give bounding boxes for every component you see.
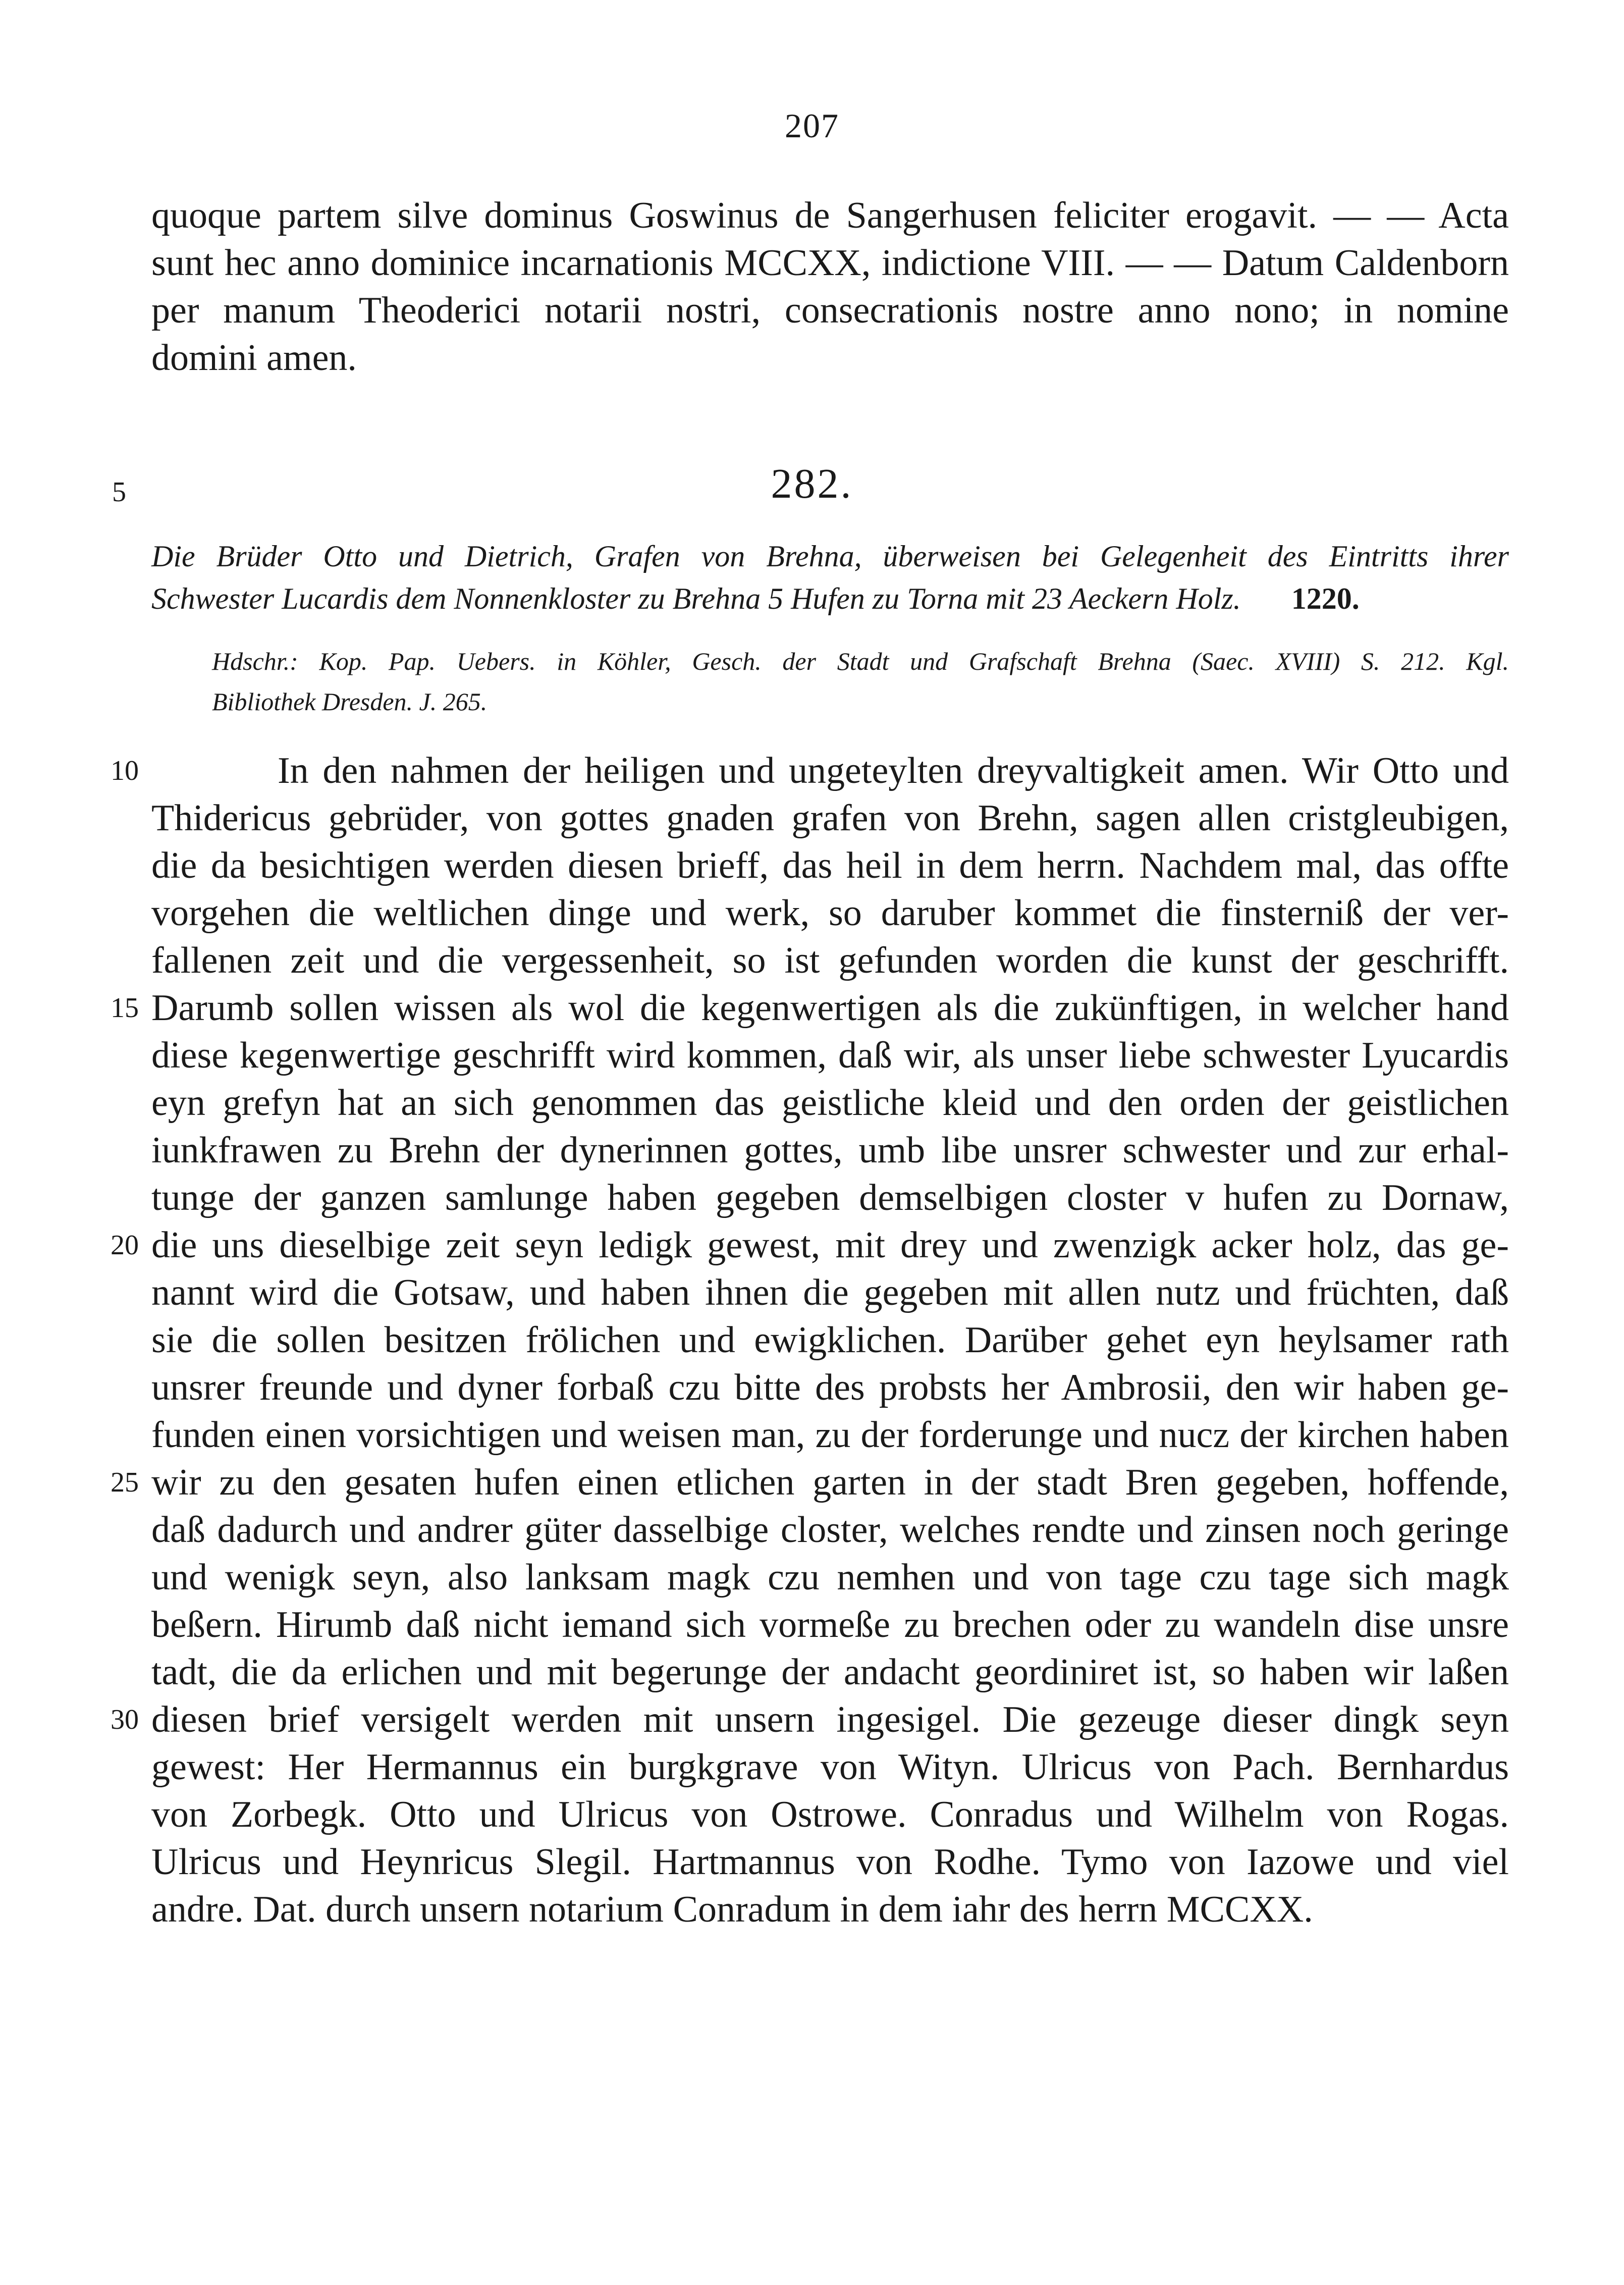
text-line: diese kegenwertige geschrifft wird kommen, daß wir, als unser liebe schwester Lyucardis (151, 1035, 1509, 1076)
text-line: funden einen vorsichtigen und weisen man, zu der forderunge und nucz der kirchen haben (151, 1414, 1509, 1456)
text-line: eyn grefyn hat an sich genommen das geistliche kleid und den orden der geistlichen (151, 1082, 1509, 1124)
summary-text: Schwester Lucardis dem Nonnenkloster zu Brehna 5 Hufen zu Torna mit 23 Aeckern Holz. (151, 582, 1241, 615)
text-line: daß dadurch und andrer güter dasselbige closter, welches rendte und zinsen noch geringe (151, 1509, 1509, 1551)
page-number: 207 (785, 107, 839, 145)
text-line: wir zu den gesaten hufen einen etlichen garten in der stadt Bren gegeben, hoffende, (151, 1462, 1509, 1503)
text-line: sie die sollen besitzen frölichen und ewigklichen. Darüber gehet eyn heylsamer rath (151, 1319, 1509, 1361)
source-note-line: Hdschr.: Kop. Pap. Uebers. in Köhler, Gesch. der Stadt und Grafschaft Brehna (Saec. XVIII) S. 212. Kgl. (212, 647, 1509, 675)
text-line: vorgehen die weltlichen dinge und werk, so daruber kommet die finsterniß der ver- (151, 892, 1509, 934)
document-number: 282. (771, 460, 853, 507)
line-number: 20 (111, 1230, 139, 1261)
text-line: gewest: Her Hermannus ein burgkgrave von Wityn. Ulricus von Pach. Bernhardus (151, 1746, 1509, 1788)
text-line: iunkfrawen zu Brehn der dynerinnen gottes, umb libe unsrer schwester und zur erhal- (151, 1130, 1509, 1171)
text-line: Ulricus und Heynricus Slegil. Hartmannus von Rodhe. Tymo von Iazowe und viel (151, 1841, 1509, 1883)
document-summary-line: Die Brüder Otto und Dietrich, Grafen von Brehna, überweisen bei Gelegenheit des Eintritts ihrer (151, 540, 1509, 573)
line-number: 15 (111, 992, 139, 1024)
line-number: 25 (111, 1467, 139, 1498)
text-line: diesen brief versigelt werden mit unsern ingesigel. Die gezeuge dieser dingk seyn (151, 1699, 1509, 1740)
text-line: unsrer freunde und dyner forbaß czu bitte des probsts her Ambrosii, den wir haben ge- (151, 1367, 1509, 1408)
text-line: Thidericus gebrüder, von gottes gnaden grafen von Brehn, sagen allen cristgleubigen, (151, 798, 1509, 839)
text-line: In den nahmen der heiligen und ungeteylten dreyvaltigkeit amen. Wir Otto und (278, 750, 1509, 791)
text-line: domini amen. (151, 337, 357, 379)
text-line: Darumb sollen wissen als wol die kegenwertigen als die zukünftigen, in welcher hand (151, 987, 1509, 1029)
text-line: von Zorbegk. Otto und Ulricus von Ostrowe. Conradus und Wilhelm von Rogas. (151, 1794, 1509, 1835)
text-line: nannt wird die Gotsaw, und haben ihnen die gegeben mit allen nutz und früchten, daß (151, 1272, 1509, 1313)
text-line: beßern. Hirumb daß nicht iemand sich vormeße zu brechen oder zu wandeln dise unsre (151, 1604, 1509, 1645)
document-summary-line (151, 577, 1509, 620)
text-line: die da besichtigen werden diesen brieff, das heil in dem herrn. Nachdem mal, das offte (151, 845, 1509, 886)
text-line: quoque partem silve dominus Goswinus de Sangerhusen feliciter erogavit. — — Acta (151, 195, 1509, 236)
line-number: 10 (111, 755, 139, 786)
text-line: fallenen zeit und die vergessenheit, so ist gefunden worden die kunst der geschrifft. (151, 940, 1509, 981)
source-note-line: Bibliothek Dresden. J. 265. (212, 687, 488, 716)
line-number: 30 (111, 1704, 139, 1735)
line-number: 5 (112, 476, 126, 508)
text-line: und wenigk seyn, also lanksam magk czu nemhen und von tage czu tage sich magk (151, 1557, 1509, 1598)
document-year: 1220. (1291, 582, 1360, 615)
text-line: tunge der ganzen samlunge haben gegeben demselbigen closter v hufen zu Dornaw, (151, 1177, 1509, 1218)
text-line: per manum Theoderici notarii nostri, consecrationis nostre anno nono; in nomine (151, 290, 1509, 331)
text-line: tadt, die da erlichen und mit begerunge der andacht geordiniret ist, so haben wir laßen (151, 1652, 1509, 1693)
text-line: sunt hec anno dominice incarnationis MCCXX, indictione VIII. — — Datum Caldenborn (151, 242, 1509, 284)
text-line: andre. Dat. durch unsern notarium Conradum in dem iahr des herrn MCCXX. (151, 1889, 1313, 1930)
text-line: die uns dieselbige zeit seyn ledigk gewest, mit drey und zwenzigk acker holz, das ge- (151, 1225, 1509, 1266)
